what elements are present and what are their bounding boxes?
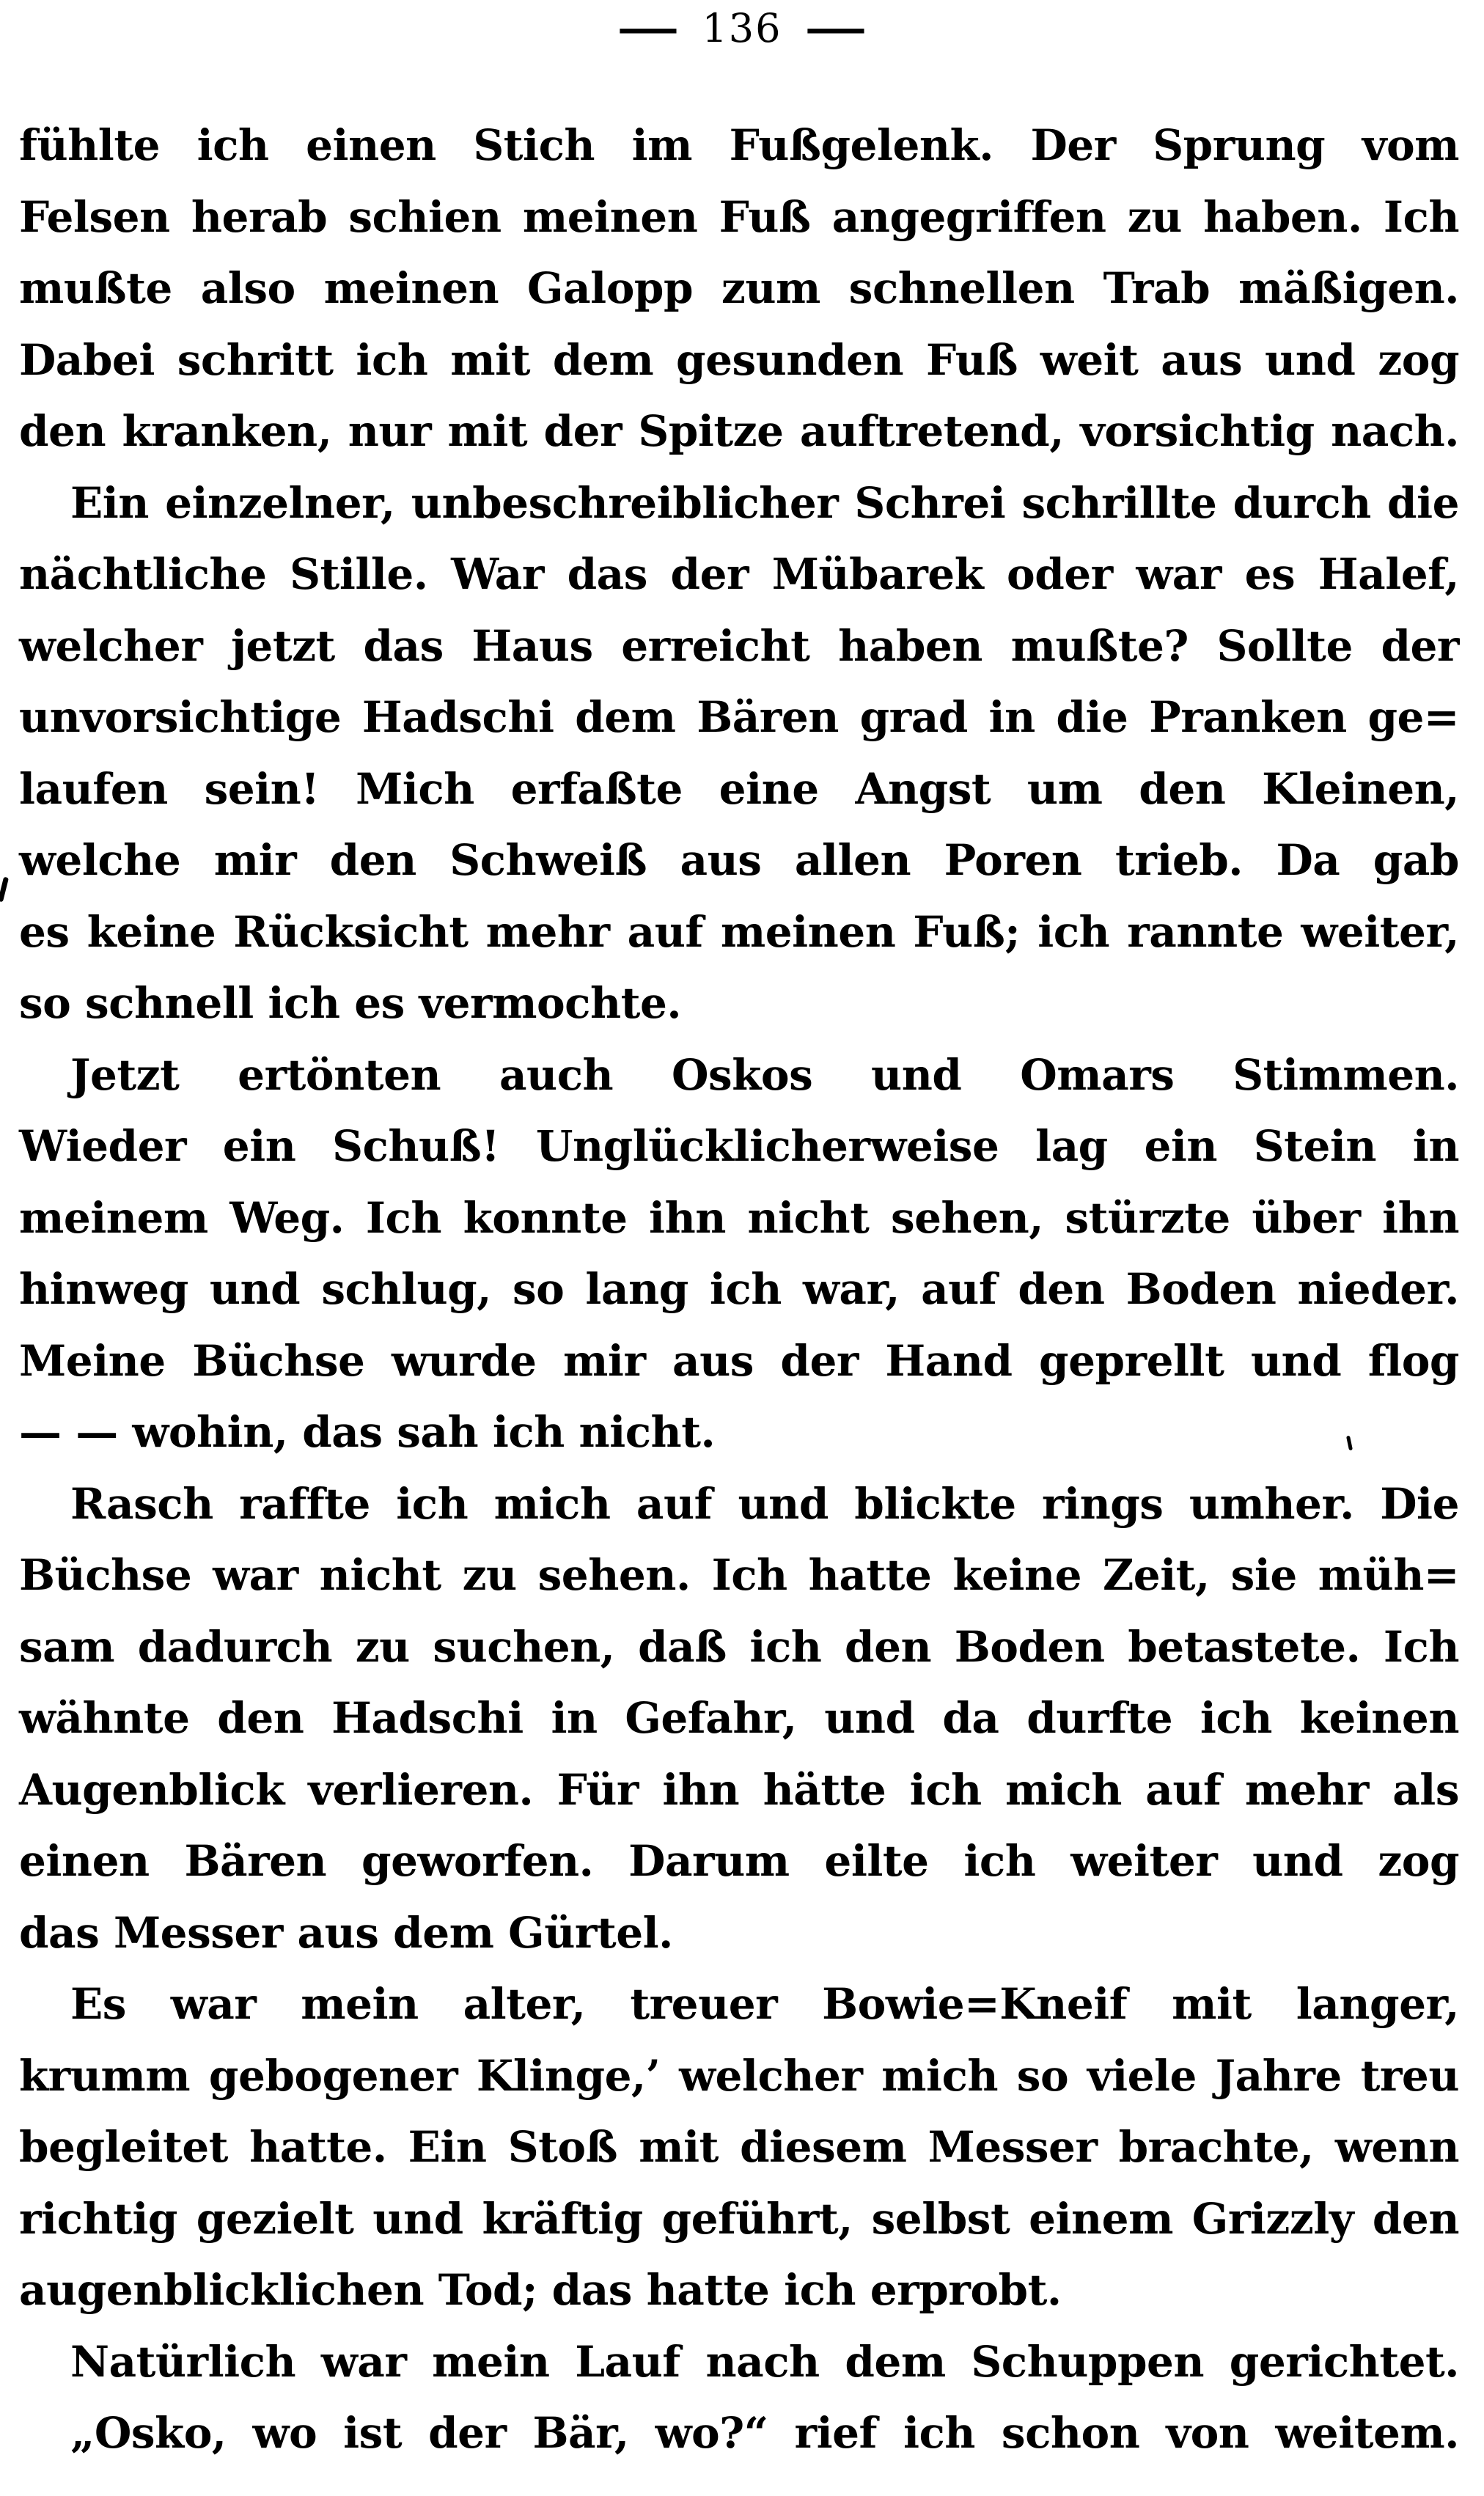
text-line: es keine Rücksicht mehr auf meinen Fuß; ich rannte weiter,	[19, 906, 1459, 957]
text-line: nächtliche Stille. War das der Mübarek oder war es Halef,	[19, 549, 1459, 599]
text-line: mußte also meinen Galopp zum schnellen Trab mäßigen.	[19, 263, 1459, 313]
text-line: so schnell ich es vermochte.	[19, 978, 682, 1028]
text-line: „Osko, wo ist der Bär, wo?“ rief ich schon von weitem.	[70, 2408, 1459, 2458]
text-line: — — wohin, das sah ich nicht.	[19, 1407, 716, 1457]
text-block	[19, 110, 1459, 2470]
text-line: einen Bären geworfen. Darum eilte ich weiter und zog	[19, 1836, 1459, 1886]
header-dash-right: —	[804, 4, 867, 51]
text-line: Natürlich war mein Lauf nach dem Schuppen gerichtet.	[70, 2336, 1459, 2387]
text-line: das Messer aus dem Gürtel.	[19, 1907, 673, 1958]
text-line: Felsen herab schien meinen Fuß angegriffen zu haben. Ich	[19, 191, 1459, 242]
page-header	[0, 4, 1484, 51]
text-line: Rasch raffte ich mich auf und blickte rings umher. Die	[70, 1478, 1459, 1529]
text-line: Augenblick verlieren. Für ihn hätte ich mich auf mehr als	[19, 1764, 1459, 1815]
text-line: richtig gezielt und kräftig geführt, selbst einem Grizzly den	[19, 2193, 1459, 2244]
text-line: Meine Büchse wurde mir aus der Hand geprellt und flog	[19, 1335, 1459, 1386]
text-line: meinem Weg. Ich konnte ihn nicht sehen, stürzte über ihn	[19, 1192, 1459, 1243]
text-line: Wieder ein Schuß! Unglücklicherweise lag ein Stein in	[19, 1121, 1459, 1171]
text-line: welcher jetzt das Haus erreicht haben mußte? Sollte der	[19, 620, 1459, 671]
text-line: fühlte ich einen Stich im Fußgelenk. Der Sprung vom	[19, 120, 1459, 170]
text-line: begleitet hatte. Ein Stoß mit diesem Messer brachte, wenn	[19, 2122, 1459, 2172]
text-line: laufen sein! Mich erfaßte eine Angst um den Kleinen,	[19, 763, 1459, 814]
text-line: unvorsichtige Hadschi dem Bären grad in die Pranken ge=	[19, 692, 1459, 742]
text-line: augenblicklichen Tod; das hatte ich erprobt.	[19, 2265, 1062, 2315]
text-line: Dabei schritt ich mit dem gesunden Fuß weit aus und zog	[19, 334, 1459, 385]
text-line: Es war mein alter, treuer Bowie=Kneif mit langer,	[70, 1979, 1459, 2029]
text-line: den kranken, nur mit der Spitze auftretend, vorsichtig nach.	[19, 406, 1459, 456]
text-line: Ein einzelner, unbeschreiblicher Schrei schrillte durch die	[70, 477, 1459, 528]
text-line: wähnte den Hadschi in Gefahr, und da durfte ich keinen	[19, 1693, 1459, 1743]
text-line: krumm gebogener Klinge,’ welcher mich so viele Jahre treu	[19, 2050, 1459, 2101]
text-line: welche mir den Schweiß aus allen Poren trieb. Da gab	[19, 835, 1459, 885]
ink-speck	[0, 877, 9, 903]
header-dash-left: —	[617, 4, 680, 51]
text-line: hinweg und schlug, so lang ich war, auf den Boden nieder.	[19, 1264, 1459, 1314]
text-line: Büchse war nicht zu sehen. Ich hatte keine Zeit, sie müh=	[19, 1550, 1459, 1600]
text-line: sam dadurch zu suchen, daß ich den Boden betastete. Ich	[19, 1621, 1459, 1672]
page-number: 136	[702, 5, 782, 51]
text-line: Jetzt ertönten auch Oskos und Omars Stimmen.	[70, 1049, 1459, 1100]
